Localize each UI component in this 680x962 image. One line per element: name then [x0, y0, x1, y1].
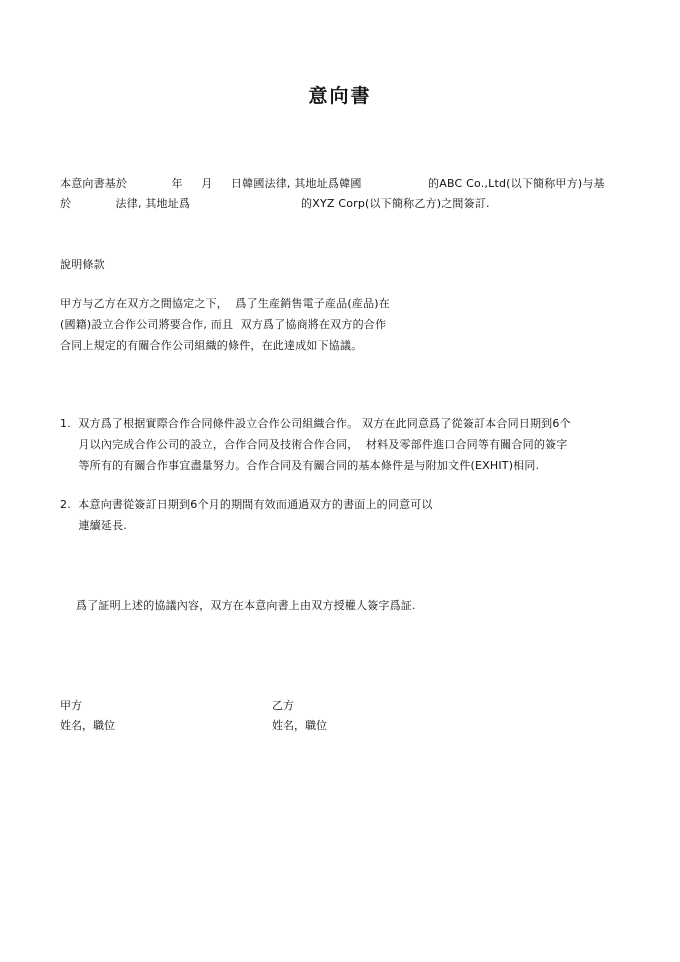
section-heading: 說明條款 [60, 258, 105, 271]
party-b-label: 乙方 [272, 699, 294, 712]
party-b-fields: 姓名，職位 [272, 719, 327, 732]
clause-line: 等所有的有關合作事宜盡量努力。合作合同及有關合同的基本條件是与附加文件(EXHIT)相同. [60, 459, 540, 472]
intro-line: 本意向書基於 年 月 日韓國法律, 其地址爲韓國 的ABC Co.,Ltd(以下簡称甲方)与基 [60, 177, 605, 190]
conclusion-text: 爲了証明上述的協議內容，双方在本意向書上由双方授權人簽字爲証. [76, 599, 416, 612]
explanation-line: 甲方与乙方在双方之間協定之下， 爲了生産銷售電子産品(産品)在 [60, 297, 390, 310]
clause-line: 2. 本意向書從簽訂日期到6个月的期間有效而通過双方的書面上的同意可以 [60, 498, 433, 511]
explanation-line: (國籍)設立合作公司將要合作, 而且 双方爲了協商將在双方的合作 [60, 318, 387, 331]
intro-line: 於 法律, 其地址爲 的XYZ Corp(以下簡称乙方)之間簽訂. [60, 197, 490, 210]
clause-line: 連續延長. [60, 519, 127, 532]
party-a-label: 甲方 [60, 699, 82, 712]
document-title: 意向書 [308, 85, 372, 107]
party-a-fields: 姓名，職位 [60, 719, 115, 732]
clause-line: 1. 双方爲了根据實際合作合同條件設立合作公司組織合作。 双方在此同意爲了從簽訂本合同日期到6个 [60, 417, 571, 430]
explanation-line: 合同上規定的有關合作公司組織的條件，在此達成如下協議。 [60, 339, 363, 352]
clause-line: 月以內完成合作公司的設立，合作合同及技術合作合同， 材料及零部件進口合同等有關合同的簽字 [60, 438, 568, 451]
